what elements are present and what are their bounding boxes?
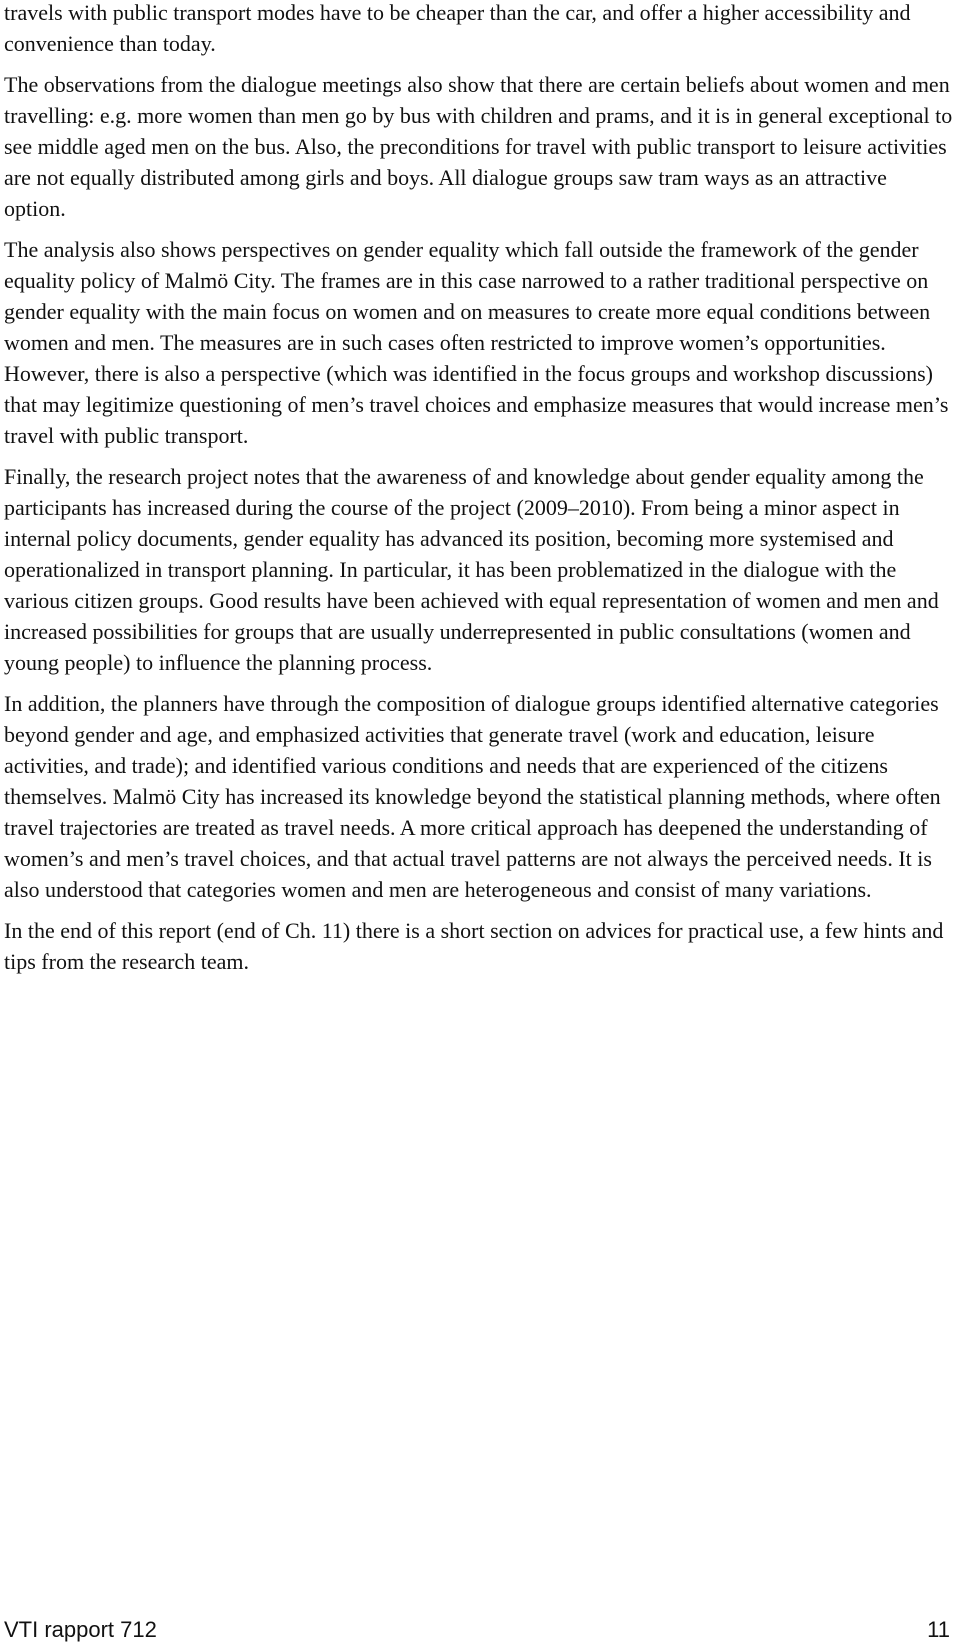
paragraph-transport-cost: travels with public transport modes have to be cheaper than the car, and offer a higher accessibility and convenience than today. (4, 0, 911, 56)
page-footer (0, 1612, 960, 1648)
paragraph-planner-categories: In addition, the planners have through the composition of dialogue groups identified alternative categories beyond gender and age, and emphasized activities that generate travel (work and education, leisure activities, and trade); and identified various conditions and needs that are experienced of the citizens themselves. Malmö City has increased its knowledge beyond the statistical planning methods, where often travel trajectories are treated as travel needs. A more critical approach has deepened the understanding of women’s and men’s travel choices, and that actual travel patterns are not always the perceived needs. It is also understood that categories women and men are heterogeneous and consist of many variations. (4, 691, 941, 902)
paragraph-research-findings: Finally, the research project notes that the awareness of and knowledge about gender equality among the participants has increased during the course of the project (2009–2010). From being a minor aspect in internal policy documents, gender equality has advanced its position, becoming more systemised and operationalized in transport planning. In particular, it has been problematized in the dialogue with the various citizen groups. Good results have been achieved with equal representation of women and men and increased possibilities for groups that are usually underrepresented in public consultations (women and young people) to influence the planning process. (4, 464, 939, 675)
page-number: 11 (927, 1617, 950, 1642)
paragraph-practical-advice: In the end of this report (end of Ch. 11) there is a short section on advices for practical use, a few hints and tips from the research team. (4, 918, 944, 974)
report-label: VTI rapport 712 (4, 1617, 157, 1642)
paragraph-dialogue-observations: The observations from the dialogue meetings also show that there are certain beliefs about women and men travelling: e.g. more women than men go by bus with children and prams, and it is in general exceptional to see middle aged men on the bus. Also, the preconditions for travel with public transport to leisure activities are not equally distributed among girls and boys. All dialogue groups saw tram ways as an attractive option. (4, 72, 953, 221)
paragraph-gender-equality-analysis: The analysis also shows perspectives on gender equality which fall outside the framework of the gender equality policy of Malmö City. The frames are in this case narrowed to a rather traditional perspective on gender equality with the main focus on women and on measures to create more equal conditions between women and men. The measures are in such cases often restricted to improve women’s opportunities. However, there is also a perspective (which was identified in the focus groups and workshop discussions) that may legitimize questioning of men’s travel choices and emphasize measures that would increase men’s travel with public transport. (4, 237, 949, 448)
body-text (4, 0, 954, 987)
